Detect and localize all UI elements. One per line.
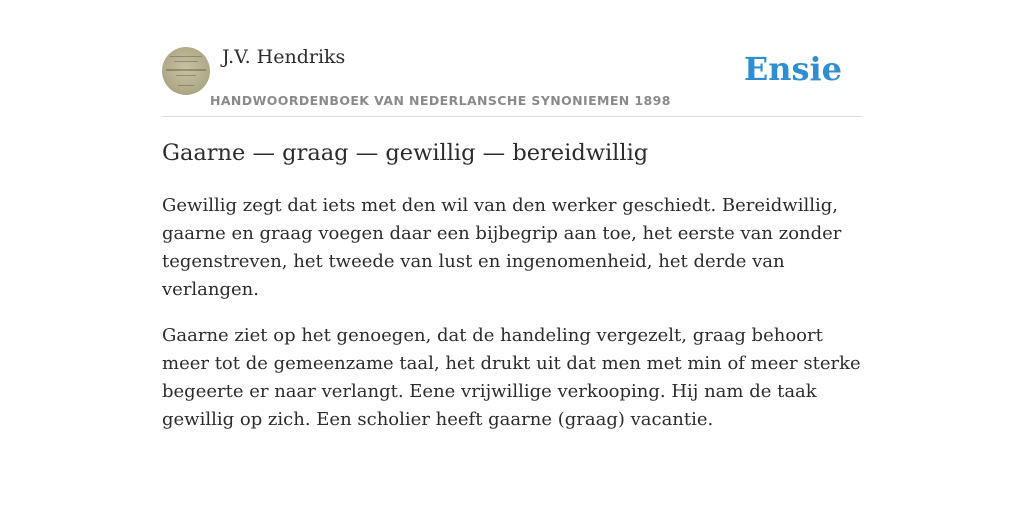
paragraph: Gewillig zegt dat iets met den wil van den werker geschiedt. Bereidwillig, gaarne en graag voegen daar een bijbegrip aan toe, het eerste van zonder tegenstreven, het tweede van lust en ingenomenheid, het derde van verlangen. bbox=[162, 195, 842, 300]
source-title[interactable]: HANDWOORDENBOEK VAN NEDERLANSCHE SYNONIEMEN 1898 bbox=[210, 93, 671, 108]
author-name[interactable]: J.V. Hendriks bbox=[222, 46, 346, 68]
entry-header bbox=[162, 40, 862, 117]
paragraph: Gaarne ziet op het genoegen, dat de handeling vergezelt, graag behoort meer tot de gemeenzame taal, het drukt uit dat men met min of meer sterke begeerte er naar verlangt. Eene vrijwillige verkooping. Hij nam de taak gewillig op zich. Een scholier heeft gaarne (graag) vacantie. bbox=[162, 325, 861, 430]
ensie-logo[interactable]: Ensie bbox=[743, 50, 842, 88]
entry-body bbox=[162, 192, 862, 452]
entry-title: Gaarne — graag — gewillig — bereidwillig bbox=[162, 140, 649, 166]
book-cover-icon[interactable] bbox=[162, 47, 210, 95]
